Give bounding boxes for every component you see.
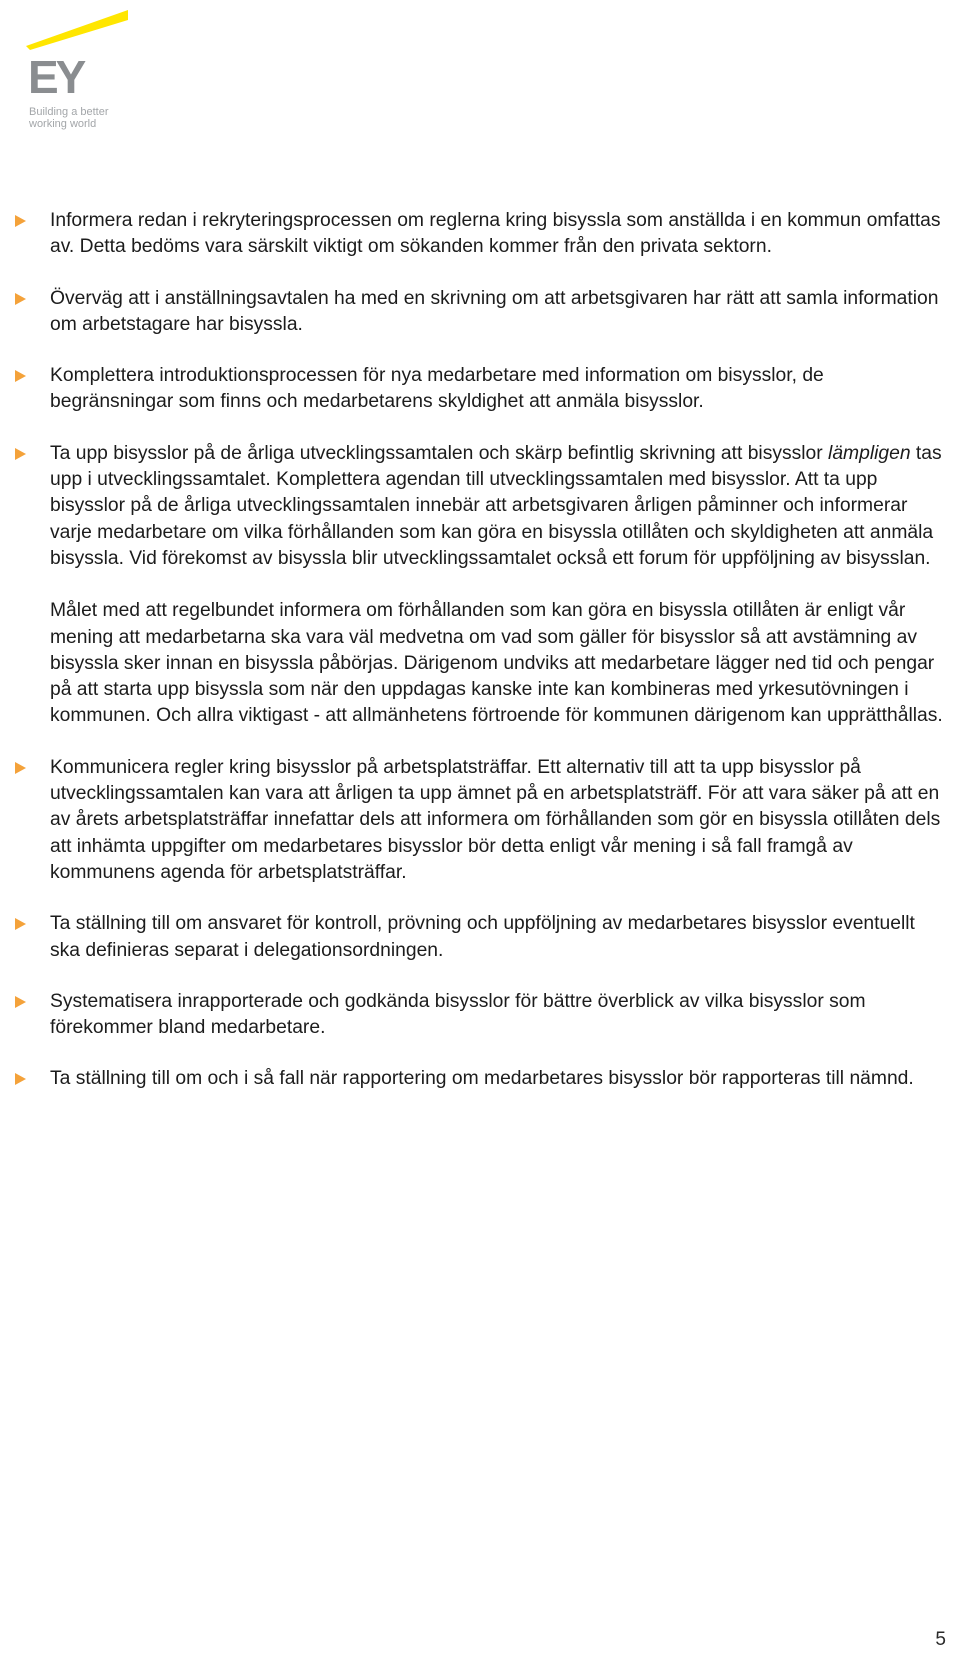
bullet-text: Ta ställning till om och i så fall när rapportering om medarbetares bisysslor bör rapporteras till nämnd. <box>50 1068 914 1090</box>
list-item <box>0 1066 960 1092</box>
ey-logo-tagline <box>29 106 139 130</box>
page-number: 5 <box>935 1629 946 1650</box>
ey-logo-beam <box>24 6 134 54</box>
bullet-text: Ta ställning till om ansvaret för kontroll, prövning och uppföljning av medarbetares bisysslor eventuellt ska definieras separat i delegationsordningen. <box>50 913 915 961</box>
list-item <box>0 989 960 1042</box>
bullet-text-start: Ta upp bisysslor på de årliga utvecklingssamtalen och skärp befintlig skrivning att bisysslor <box>50 442 829 464</box>
list-item <box>0 363 960 416</box>
bullet-text: Kommunicera regler kring bisysslor på arbetsplatsträffar. Ett alternativ till att ta upp bisysslor på utvecklingssamtalen kan vara att årligen ta upp ämnet på en arbetsplatsträff. För att vara säker på att en av årets arbetsplatsträffar innefattar dels att informera om förhållanden som gör en bisyssla otillåten dels att inhämta uppgifter om medarbetares bisysslor bör detta enligt vår mening i så fall framgå av kommunens agenda för arbetsplatsträffar. <box>50 756 941 883</box>
bullet-text: Komplettera introduktionsprocessen för nya medarbetare med information om bisysslor, de begränsningar som finns och medarbetarens skyldighet att anmäla bisysslor. <box>50 365 824 413</box>
bullet-text: Överväg att i anställningsavtalen ha med en skrivning om att arbetsgivaren har rätt att samla information om arbetstagare har bisyssla. <box>50 287 939 335</box>
list-item <box>0 911 960 964</box>
bullet-text-rest: tas upp i utvecklingssamtalet. Komplettera agendan till utvecklingssamtalen med bisysslor. Att ta upp bisysslor på de årliga utvecklingssamtalen innebär att arbetsgivaren årligen påminner och informerar varje medarbetare om vilka förhållanden som kan göra en bisyssla otillåten och skyldigheten att anmäla bisyssla. Vid förekomst av bisyssla blir utvecklingssamtalet också ett forum för uppföljning av bisysslan. <box>50 442 942 569</box>
logo-tagline-line2: working world <box>29 118 97 130</box>
ey-logo <box>24 6 154 130</box>
emphasis-text: lämpligen <box>828 442 911 464</box>
list-item <box>0 208 960 261</box>
bullet-followup-paragraph: Målet med att regelbundet informera om förhållanden som kan göra en bisyssla otillåten är enligt vår mening att medarbetarna ska vara väl medvetna om vad som gäller för bisysslor så att avstämning av bisyssla sker innan en bisyssla påbörjas. Därigenom undviks att medarbetare lägger ned tid och pengar på att starta upp bisyssla som när den uppdagas kanske inte kan kombineras med yrkesutövningen i kommunen. Och allra viktigast - att allmänhetens förtroende för kommunen därigenom kan upprätthållas. <box>50 600 943 727</box>
ey-logo-mark: EY <box>28 51 84 103</box>
bullet-arrow-icon <box>15 1073 26 1085</box>
bullet-text: Systematisera inrapporterade och godkända bisysslor för bättre överblick av vilka bisysslor som förekommer bland medarbetare. <box>50 990 866 1039</box>
bullet-text: Informera redan i rekryteringsprocessen om reglerna kring bisyssla som anställda i en kommun omfattas av. Detta bedöms vara särskilt viktigt om sökanden kommer från den privata sektorn. <box>50 210 941 258</box>
bullet-arrow-icon <box>15 762 26 774</box>
bullet-arrow-icon <box>15 448 26 460</box>
list-item <box>0 286 960 339</box>
bullet-text <box>50 441 946 572</box>
list-item <box>0 441 960 730</box>
bullet-arrow-icon <box>15 918 26 930</box>
logo-tagline-line1: Building a better <box>29 106 109 118</box>
recommendations-list <box>0 208 960 1118</box>
list-item <box>0 755 960 886</box>
bullet-arrow-icon <box>15 293 26 305</box>
bullet-arrow-icon <box>15 370 26 382</box>
bullet-arrow-icon <box>15 996 26 1008</box>
bullet-arrow-icon <box>15 215 26 227</box>
